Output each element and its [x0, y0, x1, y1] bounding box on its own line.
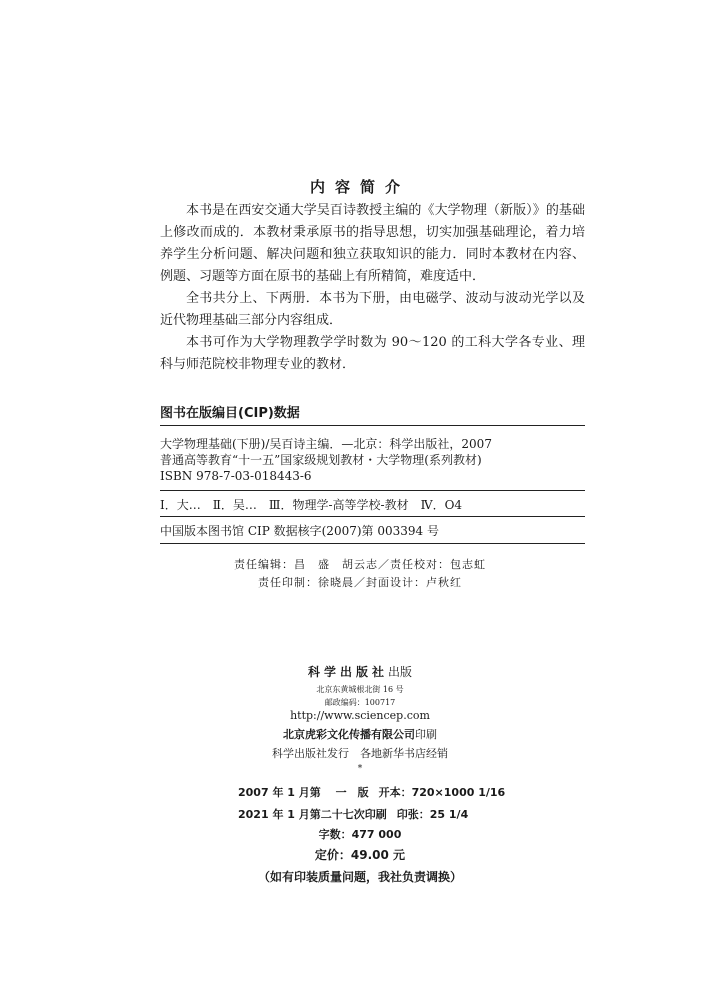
printer-line	[0, 726, 720, 742]
cip-record: 中国版本图书馆 CIP 数据核字(2007)第 003394 号	[160, 524, 439, 538]
publisher-suffix: 出版	[388, 665, 413, 679]
star-mark: *	[357, 764, 363, 774]
editor-line: 责任编辑：昌 盛 胡云志／责任校对：包志虹	[234, 558, 486, 571]
cip-line: 大学物理基础(下册)/吴百诗主编．—北京：科学出版社，2007	[160, 437, 492, 451]
cip-line: ISBN 978-7-03-018443-6	[160, 469, 312, 483]
publisher-address: 北京东黄城根北街 16 号	[316, 685, 404, 694]
edition-line	[238, 784, 505, 800]
cip-divider	[160, 490, 585, 491]
publisher-name-text: 科学出版社	[307, 665, 388, 679]
cip-top-rule	[160, 425, 585, 426]
cip-bottom-rule	[160, 543, 585, 544]
printer-suffix: 印刷	[415, 728, 437, 741]
intro-text	[160, 200, 585, 376]
printing-line	[238, 806, 468, 822]
quality-notice: （如有印装质量问题，我社负责调换）	[257, 870, 462, 884]
intro-paragraph: 全书共分上、下两册．本书为下册，由电磁学、波动与波动光学以及近代物理基础三部分内容组成．	[160, 291, 585, 328]
distribution-line: 科学出版社发行 各地新华书店经销	[272, 747, 448, 760]
publisher-url: http://www.sciencep.com	[290, 709, 430, 722]
publisher-postcode: 邮政编码：100717	[324, 698, 396, 707]
printing: 2021 年 1 月第二十七次印刷	[238, 808, 387, 821]
printer-name: 北京虎彩文化传播有限公司	[283, 728, 415, 741]
intro-paragraph: 本书是在西安交通大学吴百诗教授主编的《大学物理（新版）》的基础上修改而成的．本教材秉承原书的指导思想，切实加强基础理论，着力培养学生分析问题、解决问题和独立获取知识的能力．同时本教材在内容、例题、习题等方面在原书的基础上有所精简，难度适中．	[160, 203, 585, 284]
first-edition: 2007 年 1 月第 一 版	[238, 786, 369, 799]
price: 定价：49.00 元	[314, 848, 406, 862]
sheets: 印张：25 1/4	[396, 808, 469, 821]
cip-classification: Ⅰ．大… Ⅱ．吴… Ⅲ．物理学-高等学校-教材 Ⅳ．O4	[160, 498, 463, 512]
format: 开本：720×1000 1/16	[378, 786, 506, 799]
printing-staff-line: 责任印制：徐晓晨／封面设计：卢秋红	[258, 576, 462, 589]
cip-line: 普通高等教育“十一五”国家级规划教材・大学物理(系列教材)	[160, 453, 482, 467]
intro-paragraph: 本书可作为大学物理教学学时数为 90～120 的工科大学各专业、理科与师范院校非物理专业的教材．	[160, 335, 585, 372]
cip-heading: 图书在版编目(CIP)数据	[160, 406, 300, 421]
publisher-name	[0, 663, 720, 680]
word-count: 字数：477 000	[318, 828, 402, 841]
cip-divider	[160, 516, 585, 517]
cip-lines	[160, 436, 585, 484]
intro-title: 内容简介	[309, 178, 410, 196]
